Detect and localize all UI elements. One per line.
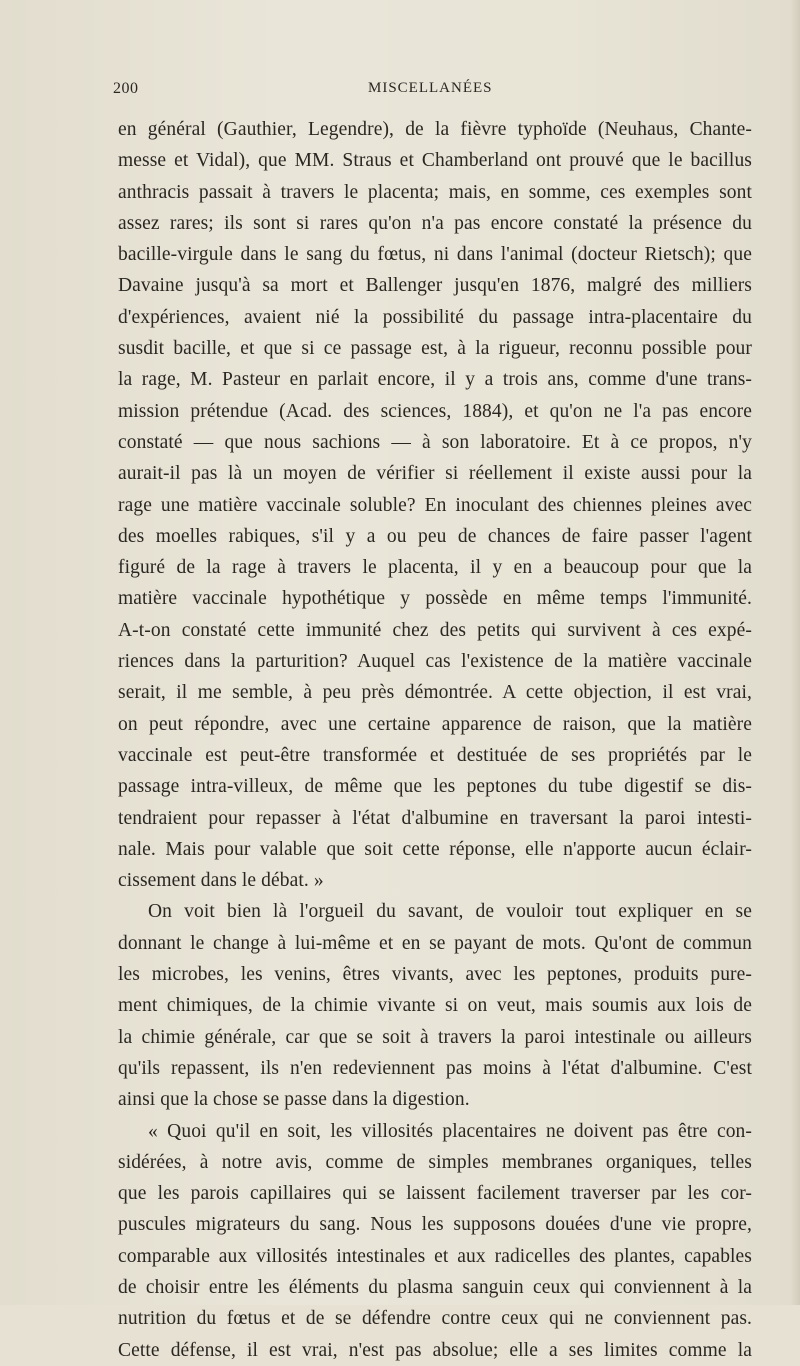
text-line: riences dans la parturition? Auquel cas l'existence de la matière vaccinale xyxy=(118,651,752,673)
text-line: d'expériences, avaient nié la possibilité du passage intra-placentaire du xyxy=(118,306,752,328)
text-line: A-t-on constaté cette immunité chez des petits qui survivent à ces expé- xyxy=(118,619,752,641)
text-line: rage une matière vaccinale soluble? En inoculant des chiennes pleines avec xyxy=(118,494,752,516)
text-line: constaté — que nous sachions — à son laboratoire. Et à ce propos, n'y xyxy=(118,431,752,453)
text-line: Davaine jusqu'à sa mort et Ballenger jusqu'en 1876, malgré des milliers xyxy=(118,275,752,297)
text-line: passage intra-villeux, de même que les peptones du tube digestif se dis- xyxy=(118,776,752,798)
text-line: ainsi que la chose se passe dans la digestion. xyxy=(118,1089,470,1111)
text-line: comparable aux villosités intestinales et aux radicelles des plantes, capables xyxy=(118,1245,752,1267)
text-line: messe et Vidal), que MM. Straus et Chamberland ont prouvé que le bacillus xyxy=(118,150,752,172)
text-line: susdit bacille, et que si ce passage est, à la rigueur, reconnu possible pour xyxy=(118,338,752,360)
text-line: cissement dans le débat. » xyxy=(118,870,324,892)
text-line: bacille-virgule dans le sang du fœtus, ni dans l'animal (docteur Rietsch); que xyxy=(118,244,752,266)
text-line: serait, il me semble, à peu près démontrée. A cette objection, il est vrai, xyxy=(118,682,752,704)
page-number: 200 xyxy=(113,80,139,97)
text-line: on peut répondre, avec une certaine apparence de raison, que la matière xyxy=(118,713,752,735)
text-line: Cette défense, il est vrai, n'est pas absolue; elle a ses limites comme la xyxy=(118,1339,752,1361)
text-line: tendraient pour repasser à l'état d'albumine en traversant la paroi intesti- xyxy=(118,807,752,829)
text-line: qu'ils repassent, ils n'en redeviennent pas moins à l'état d'albumine. C'est xyxy=(118,1057,752,1079)
text-line: On voit bien là l'orgueil du savant, de vouloir tout expliquer en se xyxy=(148,901,752,923)
section-title: MISCELLANÉES xyxy=(368,80,493,96)
text-line: de choisir entre les éléments du plasma sanguin ceux qui conviennent à la xyxy=(118,1276,752,1298)
text-line: matière vaccinale hypothétique y possède en même temps l'immunité. xyxy=(118,588,752,610)
text-line: mission prétendue (Acad. des sciences, 1884), et qu'on ne l'a pas encore xyxy=(118,400,752,422)
text-line: ment chimiques, de la chimie vivante si on veut, mais soumis aux lois de xyxy=(118,995,752,1017)
text-line: que les parois capillaires qui se laissent facilement traverser par les cor- xyxy=(118,1183,752,1205)
text-line: sidérées, à notre avis, comme de simples membranes organiques, telles xyxy=(118,1151,752,1173)
text-line: puscules migrateurs du sang. Nous les supposons douées d'une vie propre, xyxy=(118,1214,752,1236)
text-line: anthracis passait à travers le placenta; mais, en somme, ces exemples sont xyxy=(118,181,752,203)
body-text xyxy=(118,114,752,1366)
text-line: assez rares; ils sont si rares qu'on n'a pas encore constaté la présence du xyxy=(118,212,752,234)
text-line: les microbes, les venins, êtres vivants, avec les peptones, produits pure- xyxy=(118,964,752,986)
running-head xyxy=(113,80,753,104)
text-line: donnant le change à lui-même et en se payant de mots. Qu'ont de commun xyxy=(118,932,752,954)
text-line: vaccinale est peut-être transformée et destituée de ses propriétés par le xyxy=(118,744,752,766)
text-line: « Quoi qu'il en soit, les villosités placentaires ne doivent pas être con- xyxy=(148,1120,752,1142)
text-line: nutrition du fœtus et de se défendre contre ceux qui ne conviennent pas. xyxy=(118,1308,752,1330)
page-edge-shadow xyxy=(790,0,800,1305)
text-line: la chimie générale, car que se soit à travers la paroi intestinale ou ailleurs xyxy=(118,1026,752,1048)
text-line: figuré de la rage à travers le placenta, il y en a beaucoup pour que la xyxy=(118,557,752,579)
text-line: aurait-il pas là un moyen de vérifier si réellement il existe aussi pour la xyxy=(118,463,752,485)
text-line: nale. Mais pour valable que soit cette réponse, elle n'apporte aucun éclair- xyxy=(118,838,752,860)
text-line: la rage, M. Pasteur en parlait encore, il y a trois ans, comme d'une trans- xyxy=(118,369,752,391)
text-line: des moelles rabiques, s'il y a ou peu de chances de faire passer l'agent xyxy=(118,525,752,547)
text-line: en général (Gauthier, Legendre), de la fièvre typhoïde (Neuhaus, Chante- xyxy=(118,119,752,140)
